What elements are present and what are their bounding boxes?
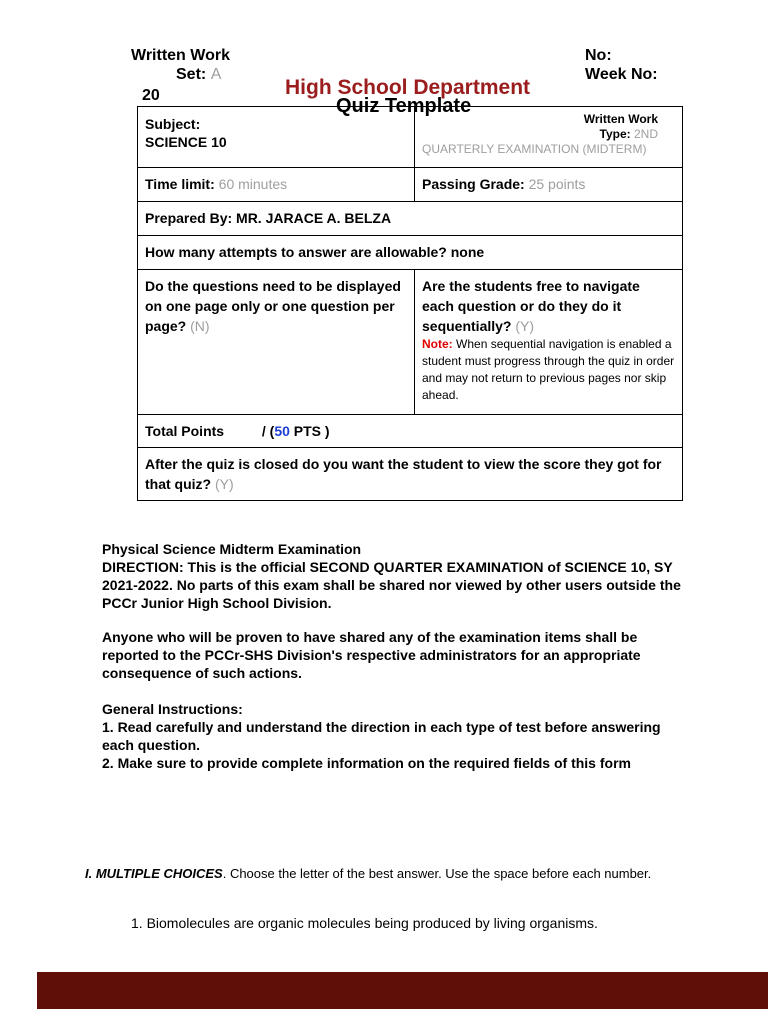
note-label: Note: [422, 337, 453, 351]
navigate-question: Are the students free to navigate each question or do they do it sequentially? [422, 278, 640, 334]
general-instructions [102, 700, 687, 772]
display-question: Do the questions need to be displayed on one page only or one question per page? [145, 278, 401, 334]
direction-text: DIRECTION: This is the official SECOND QUARTER EXAMINATION of SCIENCE 10, SY 2021-2022. No parts of this exam shall be shared nor viewed by other users outside the PCCr Junior High School Division. [102, 559, 681, 611]
display-question-cell [138, 270, 415, 415]
attempts-cell: How many attempts to answer are allowable? none [138, 236, 683, 270]
mc-text: . Choose the letter of the best answer. Use the space before each number. [222, 866, 652, 881]
instruction-2: 2. Make sure to provide complete information on the required fields of this form [102, 755, 631, 771]
exam-title: Physical Science Midterm Examination [102, 541, 362, 557]
total-points-cell [138, 415, 683, 448]
passing-grade-cell [415, 168, 683, 202]
multiple-choice-instructions [85, 866, 665, 882]
quiz-template-title: Quiz Template [336, 95, 472, 117]
passing-grade-value: 25 points [528, 176, 586, 192]
table-row [138, 270, 683, 415]
ww-type-label: Written Work [583, 112, 658, 126]
department-title: High School Department [285, 76, 531, 99]
prepared-by-cell: Prepared By: MR. JARACE A. BELZA [138, 202, 683, 236]
passing-grade-label: Passing Grade: [422, 176, 525, 192]
view-score-cell [138, 448, 683, 501]
general-instructions-title: General Instructions: [102, 701, 243, 717]
year-label: 20 [142, 87, 160, 104]
subject-label: Subject: [145, 116, 201, 132]
subject-value: SCIENCE 10 [145, 134, 227, 150]
table-row [138, 202, 683, 236]
note-text: When sequential navigation is enabled a student must progress through the quiz in order and may not return to previous pages nor skip ahead. [422, 337, 675, 402]
display-answer: (N) [190, 318, 210, 334]
table-row [138, 168, 683, 202]
total-points-suffix: PTS ) [293, 423, 330, 439]
table-row [138, 448, 683, 501]
ww-type-value: 2ND [633, 127, 658, 141]
time-limit-value: 60 minutes [218, 176, 288, 192]
time-limit-label: Time limit: [145, 176, 215, 192]
navigate-question-cell [415, 270, 683, 415]
warning-text: Anyone who will be proven to have shared any of the examination items shall be reported to the PCCr-SHS Division's respective administrators for an appropriate consequence of such actions. [102, 629, 641, 681]
week-no-label: Week No: [585, 66, 658, 83]
set-field [176, 66, 221, 84]
view-score-answer: (Y) [215, 476, 234, 492]
table-row [138, 236, 683, 270]
written-work-label: Written Work [131, 47, 230, 64]
navigation-note [422, 336, 675, 404]
set-label: Set: [176, 66, 207, 83]
navigate-answer: (Y) [515, 318, 535, 334]
footer-bar [37, 972, 768, 1009]
time-limit-cell [138, 168, 415, 202]
mc-heading: I. MULTIPLE CHOICES [85, 866, 223, 881]
quiz-settings-table [137, 106, 683, 501]
question-1: 1. Biomolecules are organic molecules being produced by living organisms. [131, 915, 598, 931]
no-label: No: [585, 47, 612, 64]
exam-block [102, 540, 682, 612]
set-value: A [210, 66, 222, 83]
total-points-label: Total Points [145, 423, 225, 439]
instruction-1: 1. Read carefully and understand the direction in each type of test before answering each question. [102, 719, 661, 753]
total-points-value: 50 [274, 423, 290, 439]
table-row [138, 415, 683, 448]
ww-type-value-2: QUARTERLY EXAMINATION (MIDTERM) [422, 142, 647, 156]
ww-type-label-2: Type: [599, 127, 631, 141]
view-score-question: After the quiz is closed do you want the student to view the score they got for that quiz? [145, 456, 662, 492]
total-points-prefix: / ( [261, 423, 275, 439]
